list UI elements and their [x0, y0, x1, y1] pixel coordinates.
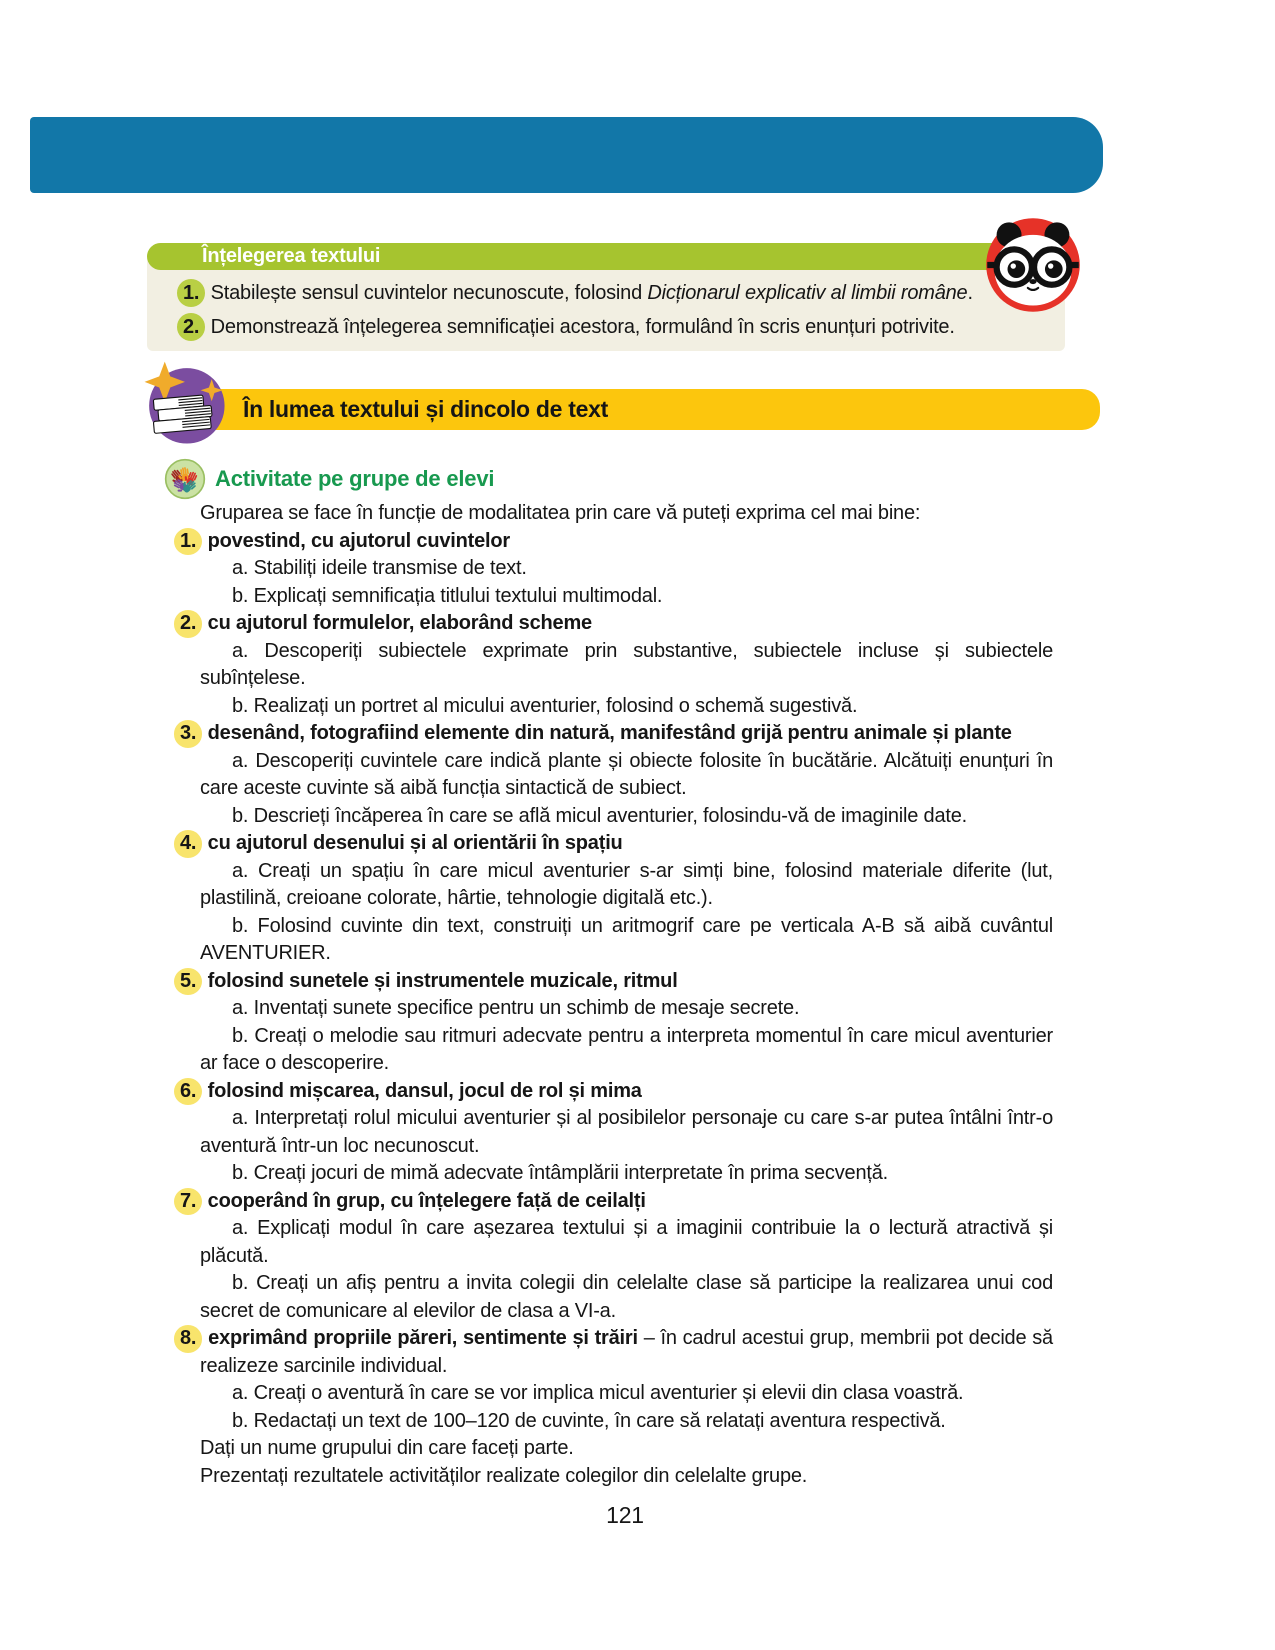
activity-heading: Activitate pe grupe de elevi — [215, 465, 495, 491]
task-item: b. Descrieți încăperea în care se află micul aventurier, folosindu-vă de imaginile date. — [232, 804, 968, 827]
outro-line: Prezentați rezultatele activităților realizate colegilor din celelalte grupe. — [200, 1464, 808, 1487]
task-item: a. Descoperiți cuvintele care indică plante și obiecte folosite în bucătărie. Alcătuiți enunțuri în care aceste cuvinte să aibă funcția sintactică de subiect. — [200, 749, 1053, 799]
group-title — [180, 968, 1275, 996]
group-number-badge: 4. — [174, 830, 202, 858]
group-title-text: folosind sunetele și instrumentele muzicale, ritmul — [207, 969, 678, 992]
group-title — [180, 610, 1275, 638]
group-title-text: cu ajutorul formulelor, elaborând scheme — [207, 612, 592, 634]
group-title-text: desenând, fotografiind elemente din natură, manifestând grijă pentru animale și plante — [207, 722, 1012, 744]
comprehension-title: Înțelegerea textului — [202, 245, 381, 267]
item-text-italic: Dicționarul explicativ al limbii române — [647, 282, 968, 304]
task-item: b. Creați o melodie sau ritmuri adecvate pentru a interpreta momentul în care micul aventurier ar face o descoperire. — [200, 1024, 1053, 1074]
item-number-badge: 2. — [177, 313, 205, 341]
group-title-text: cooperând în grup, cu înțelegere față de ceilalți — [207, 1189, 646, 1212]
section-banner — [183, 389, 1100, 430]
item-number-badge: 1. — [177, 279, 205, 307]
task-item: b. Creați jocuri de mimă adecvate întâmplării interpretate în prima secvență. — [232, 1162, 889, 1184]
group-number-badge: 8. — [174, 1325, 202, 1353]
hands-icon — [164, 458, 206, 500]
comprehension-item — [147, 270, 1065, 307]
group-title-text: povestind, cu ajutorul cuvintelor — [207, 529, 510, 552]
group-number-badge: 3. — [174, 720, 202, 748]
task-item: a. Stabiliți ideile transmise de text. — [232, 557, 527, 579]
comprehension-header — [147, 243, 1065, 270]
outro-line: Dați un nume grupului din care faceți parte. — [200, 1437, 574, 1459]
section-banner-title: În lumea textului și dincolo de text — [243, 396, 608, 422]
task-item: b. Explicați semnificația titlului textului multimodal. — [232, 584, 663, 607]
group-title-text: exprimând propriile păreri, sentimente și trăiri — [208, 1327, 638, 1349]
task-item: b. Creați un afiș pentru a invita colegii din celelalte clase să participe la realizarea unui cod secret de comunicare al elevilor de clasa a VI-a. — [200, 1272, 1053, 1322]
task-item: b. Redactați un text de 100–120 de cuvinte, în care să relatați aventura respectivă. — [232, 1409, 946, 1432]
group-number-badge: 7. — [174, 1188, 202, 1216]
item-text: Stabilește sensul cuvintelor necunoscute, folosind — [210, 282, 648, 304]
group-number-badge: 2. — [174, 610, 202, 638]
group-number-badge: 1. — [174, 528, 202, 556]
task-item: a. Creați un spațiu în care micul aventurier s-ar simți bine, folosind materiale diferite (lut, plastilină, creioane colorate, hârtie, tehnologie digitală etc.). — [200, 859, 1053, 909]
group-number-badge: 5. — [174, 968, 202, 996]
group-title — [180, 528, 1275, 556]
page — [0, 117, 1275, 1529]
task-item: a. Inventați sunete specifice pentru un schimb de mesaje secrete. — [232, 997, 800, 1019]
panda-glasses-icon — [981, 213, 1085, 317]
task-item: a. Interpretați rolul micului aventurier și al posibilelor personaje cu care s-ar putea întâlni într-o aventură într-un loc necunoscut. — [200, 1107, 1053, 1157]
task-item: a. Creați o aventură în care se vor implica micul aventurier și elevii din clasa voastră. — [232, 1382, 964, 1404]
group-title — [180, 1078, 1275, 1106]
task-item: b. Realizați un portret al micului aventurier, folosind o schemă sugestivă. — [232, 694, 858, 717]
top-banner — [30, 117, 1103, 193]
task-item: a. Descoperiți subiectele exprimate prin substantive, subiectele incluse și subiectele subînțelese. — [200, 639, 1053, 689]
group-title — [180, 830, 1275, 858]
section-banner-row — [0, 389, 1275, 430]
books-stars-icon — [139, 358, 231, 450]
comprehension-panel — [147, 243, 1065, 351]
comprehension-item — [147, 307, 1065, 341]
item-text-post: . — [967, 282, 973, 304]
group-title — [180, 1188, 1275, 1216]
group-title-text: folosind mișcarea, dansul, jocul de rol și mima — [207, 1079, 642, 1102]
group-title — [180, 720, 1275, 748]
item-text: Demonstrează înțelegerea semnificației acestora, formulând în scris enunțuri potrivite. — [210, 316, 955, 338]
task-item: a. Explicați modul în care așezarea textului și a imaginii contribuie la o lectură atractivă și plăcută. — [200, 1217, 1053, 1267]
group-number-badge: 6. — [174, 1078, 202, 1106]
group-title: 8. exprimând propriile păreri, sentimente și trăiri – în cadrul acestui grup, membrii pot decide să realizeze sarcinile individual. — [200, 1325, 1053, 1380]
task-item: b. Folosind cuvinte din text, construiți un aritmogrif care pe verticala A-B să aibă cuvântul AVENTURIER. — [200, 914, 1053, 964]
page-number: 121 — [606, 1502, 644, 1528]
group-title-text: cu ajutorul desenului și al orientării în spațiu — [207, 832, 623, 854]
activity-intro: Gruparea se face în funcție de modalitatea prin care vă puteți exprima cel mai bine: — [200, 502, 921, 524]
activity-heading-row — [164, 457, 1275, 500]
